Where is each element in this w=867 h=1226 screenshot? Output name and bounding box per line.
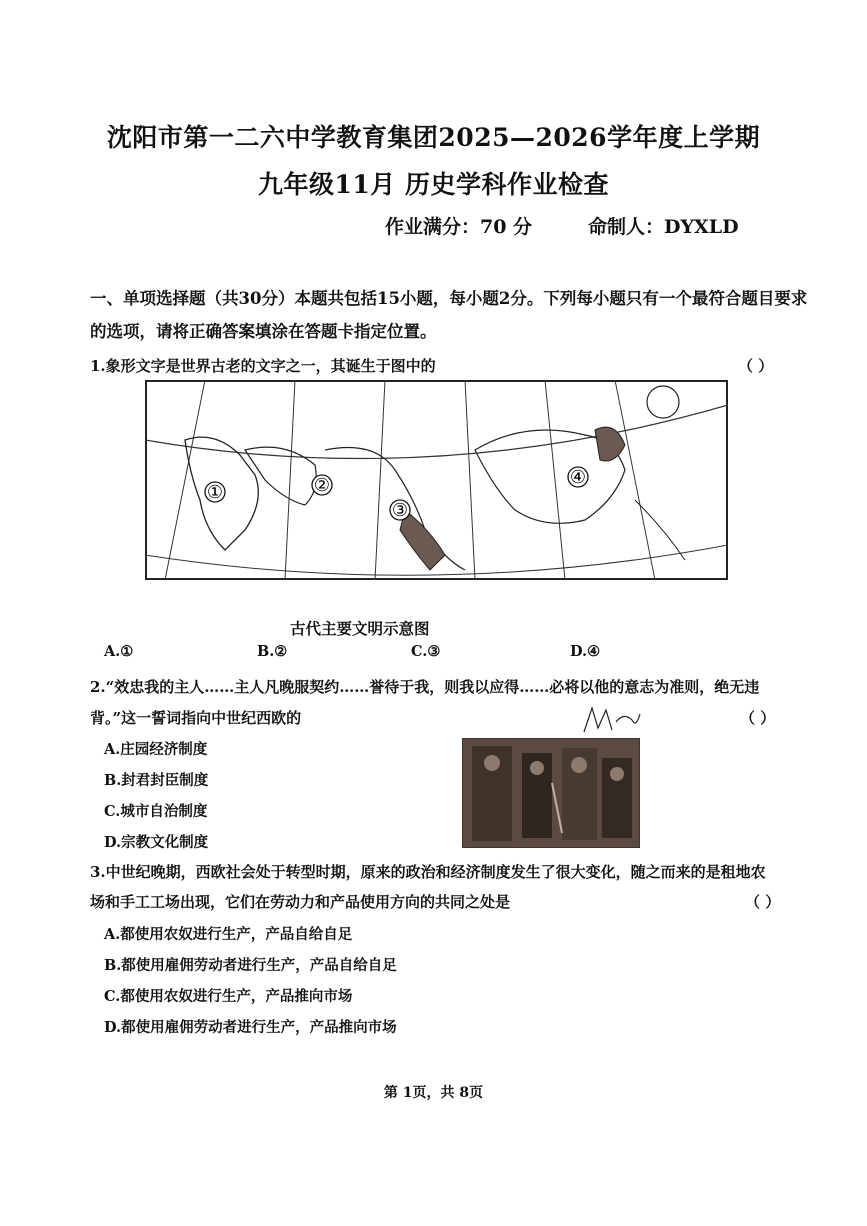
q3-option-a: A.都使用农奴进行生产，产品自给自足 [104,926,353,943]
q3-option-b: B.都使用雇佣劳动者进行生产，产品自给自足 [104,957,397,974]
full-score-label: 作业满分：70 分 [385,216,533,238]
section-heading: 一、单项选择题（共30分）本题共包括15小题，每小题2分。下列每小题只有一个最符合题目要求的选项，请将正确答案填涂在答题卡指定位置。 [90,289,808,341]
q3-option-d: D.都使用雇佣劳动者进行生产，产品推向市场 [104,1019,397,1036]
question-2-stem-line2: 背。”这一誓词指向中世纪西欧的 [90,709,302,727]
q1-option-b: B.② [257,643,288,660]
map-marker-3: ③ [391,500,409,521]
question-2-stem-line1: 2.“效忠我的主人……主人凡晚服契约……誉待于我，则我以应得……必将以他的意志为准则，绝无违 [90,678,760,696]
question-3-stem-line2: 场和手工工场出现，它们在劳动力和产品使用方向的共同之处是 [90,893,511,911]
q1-option-c: C.③ [411,643,441,660]
q2-option-a: A.庄园经济制度 [104,741,208,758]
question-1-stem: 1.象形文字是世界古老的文字之一，其诞生于图中的 [90,357,436,375]
map-marker-1: ① [206,482,224,503]
document-title-line1: 沈阳市第一二六中学教育集团2025—2026学年度上学期 [106,123,761,152]
q3-option-c: C.都使用农奴进行生产，产品推向市场 [104,988,353,1005]
medieval-oath-illustration [462,738,640,848]
document-title-line2: 九年级11月 历史学科作业检查 [258,170,609,199]
q1-option-a: A.① [104,643,134,660]
question-3-stem-line1: 3.中世纪晚期，西欧社会处于转型时期，原来的政治和经济制度发生了很大变化，随之而来的是租地农 [90,863,766,881]
q1-option-d: D.④ [570,643,601,660]
map-marker-4: ④ [569,467,587,488]
author-label: 命制人：DYXLD [588,216,739,238]
q2-option-d: D.宗教文化制度 [104,834,209,851]
q2-option-c: C.城市自治制度 [104,803,208,820]
question-3-answer-paren: （ ） [745,893,781,911]
question-2-answer-paren: （ ） [740,709,776,727]
page-number-footer: 第 1页，共 8页 [383,1085,484,1101]
map-marker-2: ② [313,475,331,496]
question-1-answer-paren: （ ） [738,357,774,375]
ancient-civilizations-map [145,380,728,580]
q2-option-b: B.封君封臣制度 [104,772,209,789]
map-caption: 古代主要文明示意图 [290,619,430,638]
handwritten-scribble [580,702,642,738]
